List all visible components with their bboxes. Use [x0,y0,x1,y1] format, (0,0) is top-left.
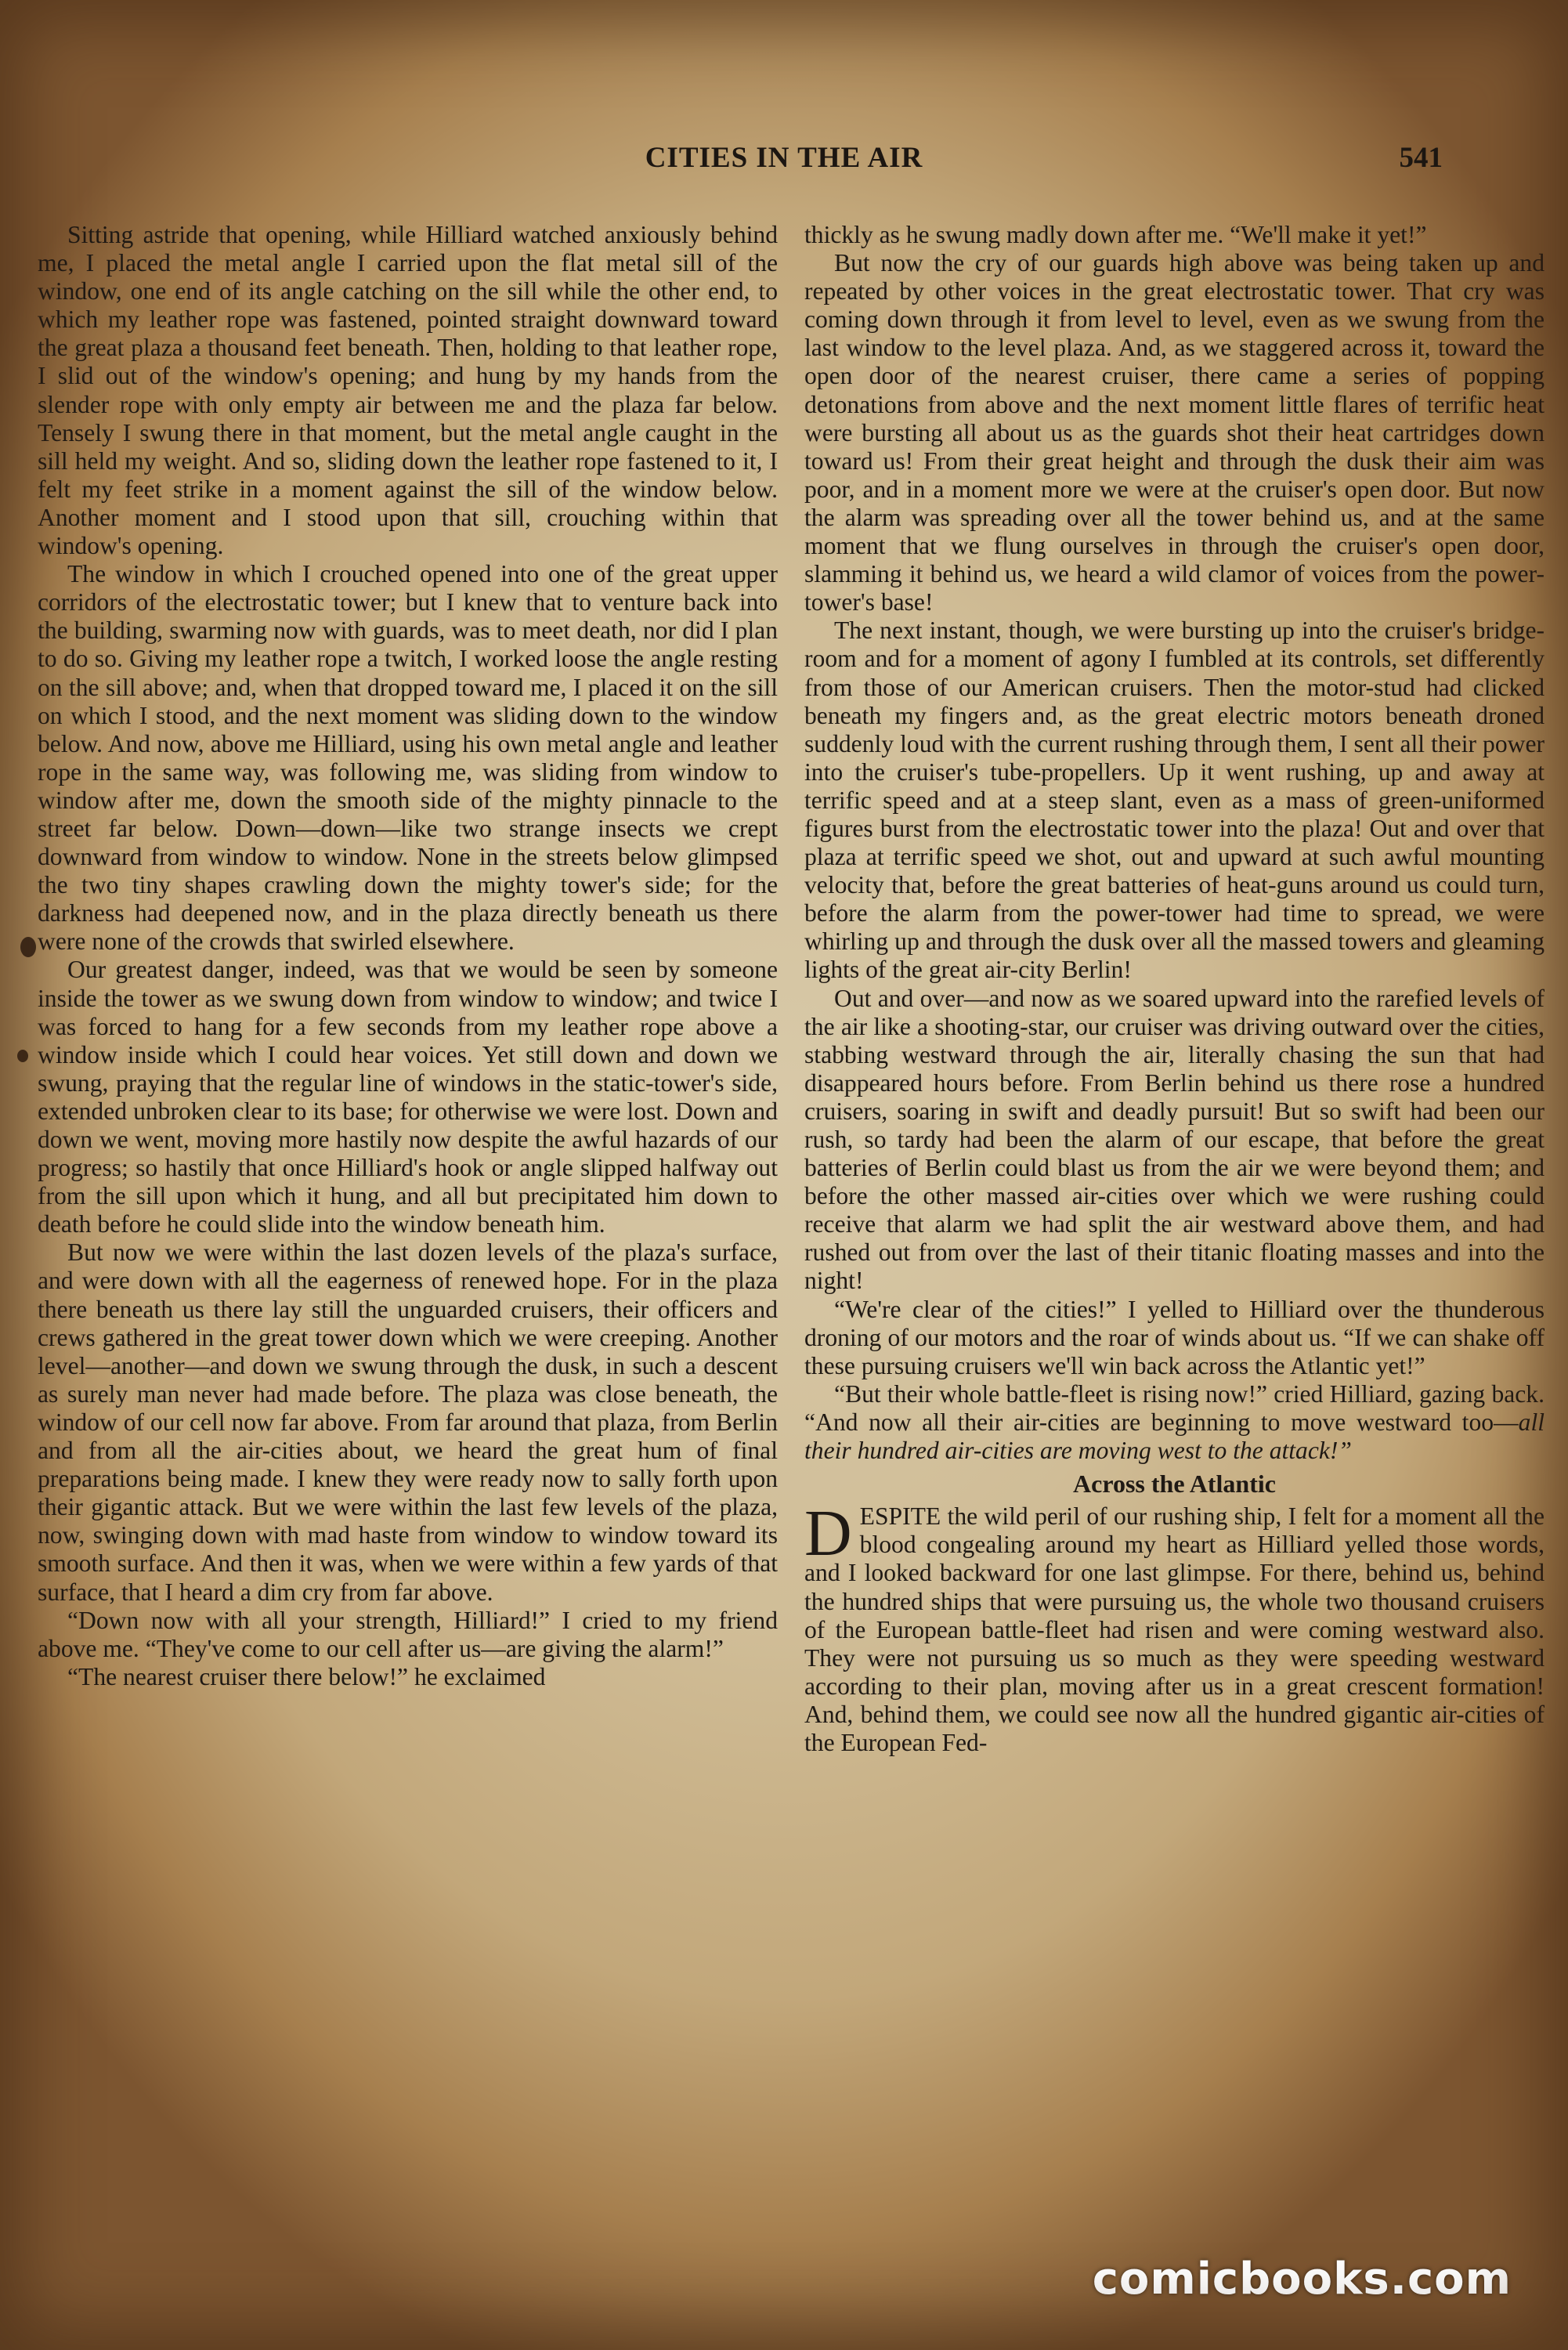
page-header [0,141,1568,196]
quote-italic-text: all their hundred air-cities are moving west to the attack!” [804,1408,1545,1465]
paragraph: Sitting astride that opening, while Hilliard watched anxiously behind me, I placed the metal angle I carried upon the flat metal sill of the window, one end of its angle catching on the sill while the other end, to which my leather rope was fastened, pointed straight downward toward the great plaza a thousand feet beneath. Then, holding to that leather rope, I slid out of the window's opening; and hung by my hands from the slender rope with only empty air between me and the plaza far below. Tensely I swung there in that moment, but the metal angle caught in the sill held my weight. And so, sliding down the leather rope fastened to it, I felt my feet strike in a moment against the sill of the window below. Another moment and I stood upon that sill, crouching within that window's opening. [38,221,778,560]
paragraph: But now the cry of our guards high above was being taken up and repeated by other voices in the great electrostatic tower. That cry was coming down through it from level to level, even as we swung from the last window to the level plaza. And, as we staggered across it, toward the open door of the nearest cruiser, there came a series of popping detonations from above and the next moment little flares of terrific heat were bursting all about us as the guards shot their heat cartridges down toward us! From their great height and through the dusk their aim was poor, and in a moment more we were at the cruiser's open door. But now the alarm was spreading over all the tower behind us, and at the same moment that we flung ourselves in through the cruiser's open door, slamming it behind us, we heard a wild clamor of voices from the power-tower's base! [804,249,1545,616]
left-column [38,221,778,1691]
watermark: comicbooks.com [1092,2254,1512,2305]
paragraph: thickly as he swung madly down after me. “We'll make it yet!” [804,221,1427,248]
paragraph: “We're clear of the cities!” I yelled to Hilliard over the thunderous droning of our motors and the roar of winds about us. “If we can shake off these pursuing cruisers we'll win back across the Atlantic yet!” [804,1295,1545,1379]
paragraph: But now we were within the last dozen levels of the plaza's surface, and were down with all the eagerness of renewed hope. For in the plaza there beneath us there lay still the unguarded cruisers, their officers and crews gathered in the great tower down which we were creeping. Another level—another—and down we swung through the dusk, in such a descent as surely man never had made before. The plaza was close beneath, the window of our cell now far above. From far around that plaza, from Berlin and from all the air-cities about, we heard the great hum of final preparations being made. I knew they were ready now to sally forth upon their gigantic attack. But we were within the last few levels of the plaza, now, swinging down with mad haste from window to window toward its smooth surface. And then it was, when we were within a few yards of that surface, that I heard a dim cry from far above. [38,1238,778,1606]
paper-hole [20,937,36,957]
drop-cap: D [804,1497,852,1571]
paragraph: “The nearest cruiser there below!” he exclaimed [67,1662,546,1690]
running-title: CITIES IN THE AIR [645,142,923,174]
paragraph: Out and over—and now as we soared upward into the rarefied levels of the air like a shooting-star, our cruiser was driving outward over the cities, stabbing westward through the air, literally chasing the sun that had disappeared hours before. From Berlin behind us there rose a hundred cruisers, soaring in swift and deadly pursuit! But so swift had been our rush, so tardy had been the alarm of our escape, that before the great batteries of Berlin could blast us from the air we were beyond them; and before the other massed air-cities over which we were rushing could receive that alarm we had split the air westward above them, and had rushed out from over the last of their titanic floating masses and into the night! [804,984,1545,1295]
quote-text: “But their whole battle-fleet is rising now!” cried Hilliard, gazing back. “And now all their air-cities are beginning to move westward too— [804,1379,1545,1436]
paragraph [804,1497,1545,1757]
paragraph-text: ESPITE the wild peril of our rushing ship, I felt for a moment all the blood congealing around my heart as Hilliard yelled those words, and I looked backward for one last glimpse. For there, behind us, behind the hundred ships that were pursuing us, the whole two thousand cruisers of the European battle-fleet had risen and were coming westward also. They were not pursuing us so much as they were speeding westward according to their plan, moving after us in a great crescent formation! And, behind them, we could see now all the hundred gigantic air-cities of the European Fed- [804,1502,1545,1756]
paper-hole [17,1050,28,1062]
paragraph: Our greatest danger, indeed, was that we would be seen by someone inside the tower as we swung down from window to window; and twice I was forced to hang for a few seconds from my leather rope above a window inside which I could hear voices. Yet still down and down we swung, praying that the regular line of windows in the static-tower's side, extended unbroken clear to its base; for otherwise we were lost. Down and down we went, moving more hastily now despite the awful hazards of our progress; so hastily that once Hilliard's hook or angle slipped halfway out from the sill upon which it hung, and all but precipitated him down to death before he could slide into the window beneath him. [38,956,778,1238]
page-number: 541 [1399,142,1443,174]
paragraph [804,1380,1545,1465]
paragraph: “Down now with all your strength, Hilliard!” I cried to my friend above me. “They've come to our cell after us—are giving the alarm!” [38,1606,778,1662]
right-column [804,221,1545,1757]
paragraph: The window in which I crouched opened into one of the great upper corridors of the electrostatic tower; but I knew that to venture back into the building, swarming now with guards, was to meet death, nor did I plan to do so. Giving my leather rope a twitch, I worked loose the angle resting on the sill above; and, when that dropped toward me, I placed it on the sill on which I stood, and the next moment was sliding down to the window below. And now, above me Hilliard, using his own metal angle and leather rope in the same way, was following me, was sliding from window to window after me, down the smooth side of the mighty pinnacle to the street far below. Down—down—like two strange insects we crept downward from window to window. None in the streets below glimpsed the two tiny shapes crawling down the mighty tower's side; for the darkness had deepened now, and in the plaza directly beneath us there were none of the crowds that swirled elsewhere. [38,560,778,956]
paragraph: The next instant, though, we were bursting up into the cruiser's bridge-room and for a moment of agony I fumbled at its controls, set differently from those of our American cruisers. Then the motor-stud had clicked beneath my fingers and, as the great electric motors beneath droned suddenly loud with the current rushing through them, I sent all their power into the cruiser's tube-propellers. Up it went rushing, up and away at terrific speed and at a steep slant, even as a mass of green-uniformed figures burst from the electrostatic tower into the plaza! Out and over that plaza at terrific speed we shot, out and upward at such awful mounting velocity that, before the great batteries of heat-guns around us could turn, before the alarm from the power-tower had time to spread, we were whirling up and through the dusk over all the massed towers and gleaming lights of the great air-city Berlin! [804,616,1545,984]
section-subheading: Across the Atlantic [1073,1470,1276,1499]
